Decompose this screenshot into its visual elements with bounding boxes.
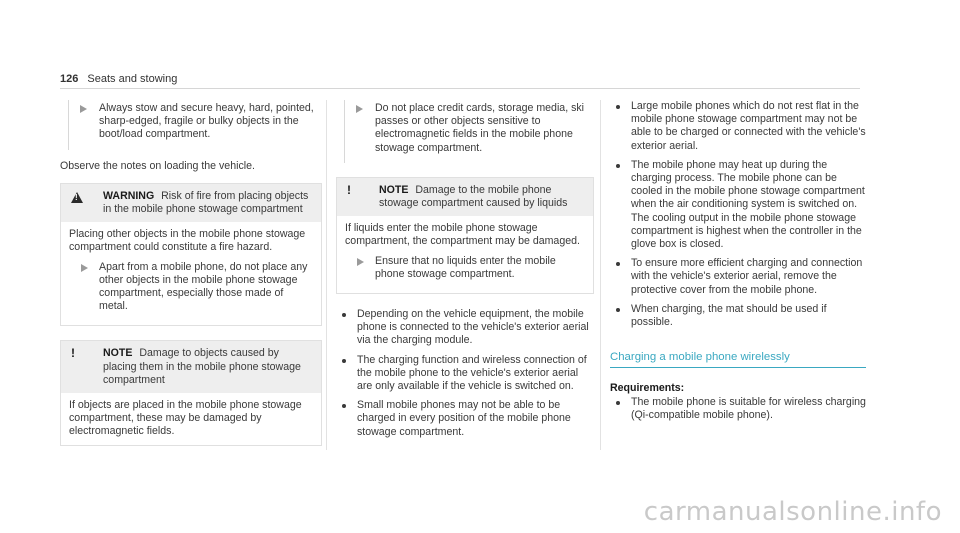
note-body xyxy=(337,216,593,293)
warning-body xyxy=(61,222,321,325)
watermark: carmanualsonline.info xyxy=(643,497,942,527)
step-arrow-icon xyxy=(80,105,87,113)
info-bullet-list xyxy=(610,100,866,329)
list-item: Small mobile phones may not be able to be charged in every position of the mobile phone stowage compartment. xyxy=(336,399,594,439)
column-divider-1 xyxy=(326,100,327,450)
list-item: When charging, the mat should be used if possible. xyxy=(610,303,866,329)
note-box xyxy=(60,340,322,445)
step-text: Apart from a mobile phone, do not place any other objects in the mobile phone stowage compartment, especially those made of metal. xyxy=(99,260,308,313)
list-item: The charging function and wireless connection of the mobile phone to the vehicle's exterior aerial are only available if the vehicle is switched on. xyxy=(336,354,594,394)
step-text: Do not place credit cards, storage media, ski passes or other objects sensitive to electromagnetic fields in the mobile phone stowage compartment. xyxy=(375,102,585,154)
section-name: Seats and stowing xyxy=(87,73,178,85)
warning-text: Placing other objects in the mobile phone stowage compartment could constitute a fire hazard. xyxy=(69,228,306,254)
step-arrow-icon xyxy=(356,105,363,113)
note-text: If liquids enter the mobile phone stowage compartment, the compartment may be damaged. xyxy=(345,222,580,248)
warning-triangle-icon xyxy=(71,192,83,203)
page-header xyxy=(60,73,177,86)
note-keyword: NOTE xyxy=(103,347,133,360)
note-title: Damage to the mobile phone stowage compartment caused by liquids xyxy=(379,183,568,210)
list-item: Depending on the vehicle equipment, the mobile phone is connected to the vehicle's exterior aerial via the charging module. xyxy=(336,308,594,348)
column-left xyxy=(60,100,322,460)
step-text: Always stow and secure heavy, hard, pointed, sharp-edged, fragile or bulky objects in the boot/load compartment. xyxy=(99,102,314,141)
section-title: Charging a mobile phone wirelessly xyxy=(610,351,866,368)
exclamation-icon: ! xyxy=(71,346,75,361)
observe-text: Observe the notes on loading the vehicle. xyxy=(60,159,255,172)
note-header xyxy=(337,178,593,216)
column-right xyxy=(610,100,866,428)
note-title: Damage to objects caused by placing them in the mobile phone stowage compartment xyxy=(103,347,301,386)
info-bullet-list xyxy=(336,308,594,439)
instruction-step xyxy=(69,102,322,142)
list-item: Large mobile phones which do not rest flat in the mobile phone stowage compartment may not be able to be charged or connected with the vehicle's exterior aerial. xyxy=(610,100,866,153)
note-header xyxy=(61,341,321,393)
note-step xyxy=(345,255,585,281)
exclamation-icon: ! xyxy=(347,182,351,197)
step-text: Ensure that no liquids enter the mobile phone stowage compartment. xyxy=(375,254,556,280)
warning-header xyxy=(61,184,321,222)
list-item: To ensure more efficient charging and connection with the vehicle's exterior aerial, remove the protective cover from the mobile phone. xyxy=(610,257,866,297)
instruction-block xyxy=(68,100,322,150)
warning-step xyxy=(69,261,313,314)
column-middle xyxy=(336,100,594,445)
requirements-label: Requirements: xyxy=(610,382,685,395)
list-item: The mobile phone is suitable for wireless charging (Qi-compatible mobile phone). xyxy=(610,396,866,422)
step-arrow-icon xyxy=(81,264,88,272)
note-box xyxy=(336,177,594,294)
instruction-step xyxy=(345,102,594,155)
warning-keyword: WARNING xyxy=(103,189,155,202)
step-arrow-icon xyxy=(357,258,364,266)
header-divider xyxy=(60,88,860,89)
column-divider-2 xyxy=(600,100,601,450)
note-keyword: NOTE xyxy=(379,183,409,196)
instruction-block xyxy=(344,100,594,163)
note-body xyxy=(61,393,321,445)
note-text: If objects are placed in the mobile phone stowage compartment, these may be damaged by electromagnetic fields. xyxy=(69,399,302,438)
page-number: 126 xyxy=(60,73,79,85)
warning-title: Risk of fire from placing objects in the mobile phone stowage compartment xyxy=(103,189,309,216)
list-item: The mobile phone may heat up during the charging process. The mobile phone can be cooled in the mobile phone stowage compartment when the air conditioning system is switched on. The cooling output in the mobile phone stowage compartment is highest when the controller in the glove box is closed. xyxy=(610,159,866,251)
warning-box xyxy=(60,183,322,327)
requirements-list xyxy=(610,396,866,422)
